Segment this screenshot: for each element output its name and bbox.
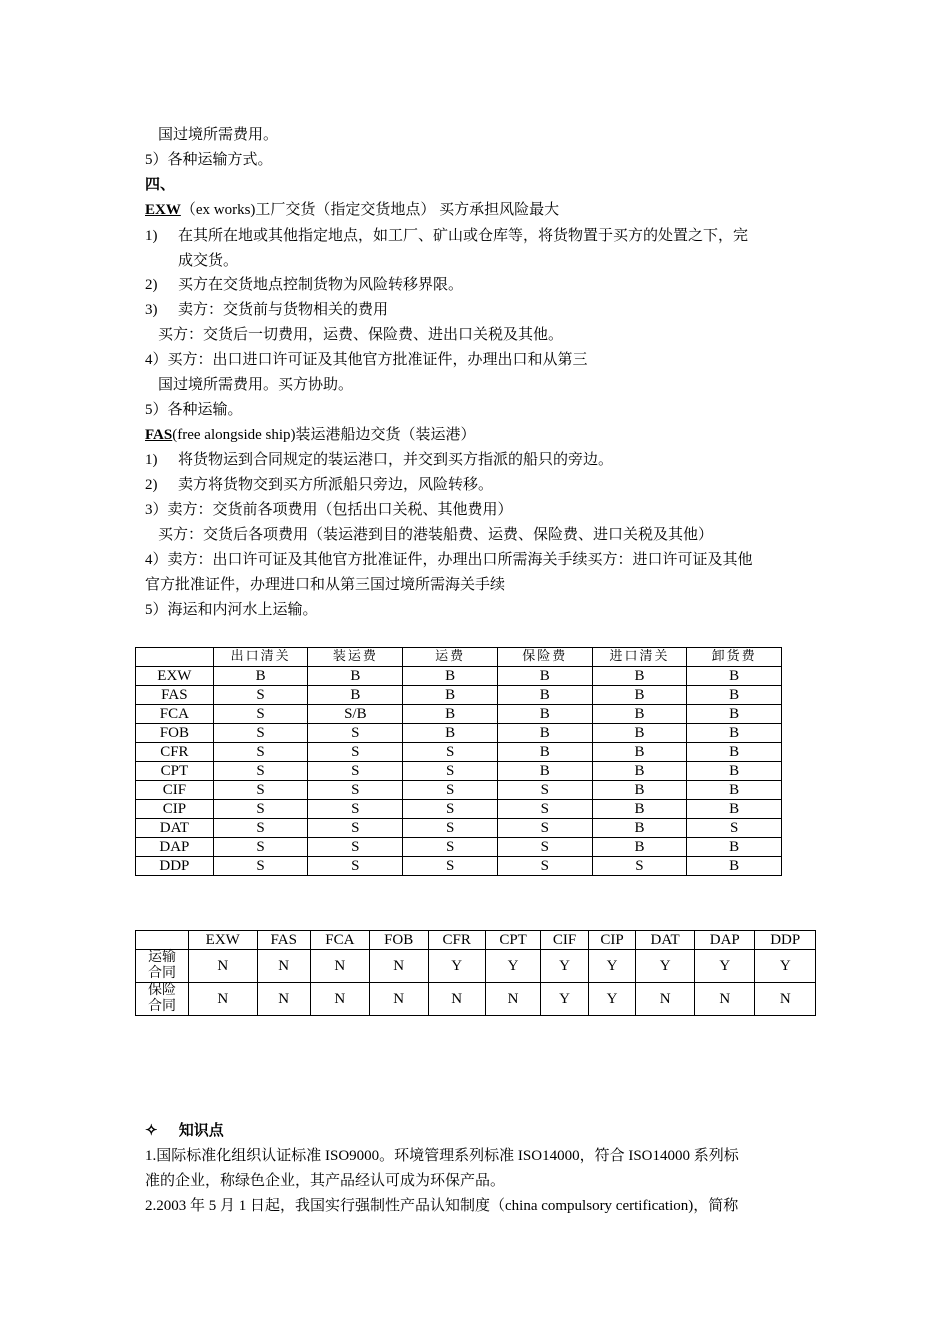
row-header-cell: CIF xyxy=(136,781,214,800)
table-cell: B xyxy=(308,686,403,705)
table-cell: Y xyxy=(485,950,541,983)
text-line: 官方批准证件，办理进口和从第三国过境所需海关手续 xyxy=(145,577,506,593)
text-line: 买方：交货后一切费用，运费、保险费、进出口关税及其他。 xyxy=(158,327,564,343)
table-cell: N xyxy=(369,950,428,983)
list-text: 将货物运到合同规定的装运港口，并交到买方指派的船只的旁边。 xyxy=(178,452,614,468)
list-item xyxy=(145,450,613,470)
list-text: 卖方：交货前与货物相关的费用 xyxy=(178,302,389,318)
row-header-cell xyxy=(136,950,189,983)
table-cell: B xyxy=(592,724,687,743)
list-text: 卖方将货物交到买方所派船只旁边，风险转移。 xyxy=(178,477,494,493)
table-cell: B xyxy=(592,762,687,781)
knowledge-title: 知识点 xyxy=(178,1123,224,1139)
exw-heading xyxy=(145,200,559,220)
table-cell: S xyxy=(592,857,687,876)
header-cell: FAS xyxy=(257,931,310,950)
table-cell: N xyxy=(310,983,369,1016)
table-cell: S xyxy=(403,800,498,819)
table-row xyxy=(136,762,782,781)
table-cell: B xyxy=(592,800,687,819)
table-cell: N xyxy=(189,950,258,983)
table-cell: S xyxy=(403,781,498,800)
contract-table xyxy=(135,930,816,1016)
header-cell: EXW xyxy=(189,931,258,950)
table-row xyxy=(136,819,782,838)
header-cell: 装运费 xyxy=(308,648,403,667)
list-item xyxy=(145,475,493,495)
table-cell: B xyxy=(687,743,782,762)
table-cell: S xyxy=(308,762,403,781)
table-cell: S xyxy=(497,819,592,838)
text-line: 5）各种运输。 xyxy=(145,402,243,418)
list-text: 在其所在地或其他指定地点，如工厂、矿山或仓库等，将货物置于买方的处置之下，完 xyxy=(178,228,749,244)
header-cell xyxy=(136,648,214,667)
row-label-line: 合同 xyxy=(148,966,176,981)
row-label-line: 保险 xyxy=(148,983,176,998)
table-row xyxy=(136,667,782,686)
table-row xyxy=(136,686,782,705)
table-cell: S xyxy=(308,857,403,876)
row-header-cell: EXW xyxy=(136,667,214,686)
text-line: 买方：交货后各项费用（装运港到目的港装船费、运费、保险费、进口关税及其他） xyxy=(158,527,714,543)
fas-heading xyxy=(145,425,476,445)
header-cell: 卸货费 xyxy=(687,648,782,667)
text-line: 5）各种运输方式。 xyxy=(145,152,273,168)
table-cell: N xyxy=(695,983,755,1016)
header-cell: FOB xyxy=(369,931,428,950)
row-header-cell: DAP xyxy=(136,838,214,857)
header-cell: 保险费 xyxy=(497,648,592,667)
table-cell: S xyxy=(213,838,308,857)
table-cell: N xyxy=(428,983,485,1016)
table-cell: B xyxy=(403,705,498,724)
list-number: 3) xyxy=(145,302,158,318)
row-label-line: 运输 xyxy=(148,950,176,965)
table-cell: N xyxy=(257,983,310,1016)
table-cell: B xyxy=(592,781,687,800)
text-line: 4）买方：出口进口许可证及其他官方批准证件，办理出口和从第三 xyxy=(145,352,588,368)
table-cell: S xyxy=(213,781,308,800)
text-line: 国过境所需费用。买方协助。 xyxy=(158,377,354,393)
table-cell: B xyxy=(592,819,687,838)
table-cell: N xyxy=(636,983,695,1016)
table-cell: N xyxy=(369,983,428,1016)
table-cell: Y xyxy=(755,950,816,983)
table-cell: S xyxy=(403,857,498,876)
table-cell: B xyxy=(592,686,687,705)
table-cell: B xyxy=(687,724,782,743)
table-cell: S xyxy=(308,800,403,819)
table-cell: S xyxy=(308,743,403,762)
table-cell: B xyxy=(497,724,592,743)
text-line: 4）卖方：出口许可证及其他官方批准证件，办理出口所需海关手续买方：进口许可证及其他 xyxy=(145,552,753,568)
table-row xyxy=(136,950,816,983)
table-cell: B xyxy=(687,762,782,781)
table-cell: B xyxy=(592,705,687,724)
table-cell: S xyxy=(308,724,403,743)
text-line: 5）海运和内河水上运输。 xyxy=(145,602,318,618)
table-cell: S xyxy=(213,800,308,819)
cost-responsibility-table xyxy=(135,647,782,876)
table-cell: S xyxy=(213,724,308,743)
header-cell: CIF xyxy=(541,931,588,950)
table-cell: B xyxy=(497,686,592,705)
table-row xyxy=(136,724,782,743)
header-cell: 运费 xyxy=(403,648,498,667)
text-line: 3）卖方：交货前各项费用（包括出口关税、其他费用） xyxy=(145,502,513,518)
table-cell: B xyxy=(403,686,498,705)
table-row xyxy=(136,838,782,857)
table-cell: Y xyxy=(428,950,485,983)
table-cell: S xyxy=(403,762,498,781)
table-cell: N xyxy=(257,950,310,983)
table-cell: B xyxy=(687,800,782,819)
table-cell: B xyxy=(592,743,687,762)
table-cell: N xyxy=(485,983,541,1016)
table-cell: N xyxy=(755,983,816,1016)
table-cell: B xyxy=(687,838,782,857)
table-cell: B xyxy=(497,743,592,762)
header-cell: 出口清关 xyxy=(213,648,308,667)
table-cell: Y xyxy=(541,950,588,983)
table-cell: S xyxy=(308,819,403,838)
table-row xyxy=(136,857,782,876)
table-row xyxy=(136,983,816,1016)
term-exw: EXW xyxy=(145,202,181,218)
table-cell: B xyxy=(308,667,403,686)
table-cell: B xyxy=(687,686,782,705)
table-cell: S xyxy=(213,686,308,705)
table-cell: S xyxy=(308,781,403,800)
section-heading: 四、 xyxy=(145,177,176,193)
heading-rest: (free alongside ship)装运港船边交货（装运港） xyxy=(172,427,476,443)
header-cell: CPT xyxy=(485,931,541,950)
row-header-cell: DDP xyxy=(136,857,214,876)
table-row xyxy=(136,705,782,724)
header-cell: DDP xyxy=(755,931,816,950)
header-cell: 进口清关 xyxy=(592,648,687,667)
text-line: 国过境所需费用。 xyxy=(158,127,279,143)
row-header-cell: FAS xyxy=(136,686,214,705)
text-line: 1.国际标准化组织认证标准 ISO9000。环境管理系列标准 ISO14000，符合 ISO14000 系列标 xyxy=(145,1148,739,1164)
list-item xyxy=(145,275,463,295)
table-header-row xyxy=(136,931,816,950)
table-cell: B xyxy=(592,667,687,686)
table-cell: B xyxy=(403,724,498,743)
table-cell: S xyxy=(213,762,308,781)
table-cell: Y xyxy=(588,983,635,1016)
list-item xyxy=(145,300,388,320)
list-number: 1) xyxy=(145,228,158,244)
table-cell: S xyxy=(497,838,592,857)
row-header-cell xyxy=(136,983,189,1016)
row-header-cell: CFR xyxy=(136,743,214,762)
table-row xyxy=(136,781,782,800)
table-cell: N xyxy=(310,950,369,983)
list-item xyxy=(145,226,748,246)
list-number: 1) xyxy=(145,452,158,468)
term-fas: FAS xyxy=(145,427,173,443)
heading-rest: （ex works)工厂交货（指定交货地点） 买方承担风险最大 xyxy=(180,202,560,218)
table-cell: S xyxy=(687,819,782,838)
table-cell: S xyxy=(403,743,498,762)
list-text: 买方在交货地点控制货物为风险转移界限。 xyxy=(178,277,464,293)
table-cell: B xyxy=(687,667,782,686)
table-row xyxy=(136,800,782,819)
table-cell: B xyxy=(497,762,592,781)
table-cell: S xyxy=(497,800,592,819)
table-cell: S xyxy=(213,819,308,838)
header-cell: CIP xyxy=(588,931,635,950)
table-cell: B xyxy=(592,838,687,857)
table-cell: B xyxy=(403,667,498,686)
table-header-row xyxy=(136,648,782,667)
header-cell: DAT xyxy=(636,931,695,950)
table-cell: S/B xyxy=(308,705,403,724)
text-line: 2.2003 年 5 月 1 日起，我国实行强制性产品认知制度（china compulsory certification)，简称 xyxy=(145,1198,739,1214)
table-cell: S xyxy=(213,857,308,876)
header-cell: DAP xyxy=(695,931,755,950)
table-cell: B xyxy=(213,667,308,686)
header-cell: CFR xyxy=(428,931,485,950)
header-cell xyxy=(136,931,189,950)
header-cell: FCA xyxy=(310,931,369,950)
table-cell: Y xyxy=(636,950,695,983)
row-header-cell: CIP xyxy=(136,800,214,819)
table-cell: B xyxy=(497,705,592,724)
diamond-icon: ✧ xyxy=(145,1123,158,1139)
table-cell: Y xyxy=(541,983,588,1016)
table-cell: S xyxy=(403,819,498,838)
table-cell: S xyxy=(213,743,308,762)
table-cell: B xyxy=(687,857,782,876)
table-row xyxy=(136,743,782,762)
row-label-line: 合同 xyxy=(148,999,176,1014)
table-cell: B xyxy=(497,667,592,686)
table-cell: Y xyxy=(588,950,635,983)
table-cell: B xyxy=(687,781,782,800)
row-header-cell: CPT xyxy=(136,762,214,781)
table-cell: S xyxy=(403,838,498,857)
row-header-cell: FCA xyxy=(136,705,214,724)
row-header-cell: DAT xyxy=(136,819,214,838)
knowledge-heading xyxy=(145,1121,224,1141)
table-cell: S xyxy=(308,838,403,857)
row-header-cell: FOB xyxy=(136,724,214,743)
table-cell: Y xyxy=(695,950,755,983)
list-number: 2) xyxy=(145,477,158,493)
table-cell: N xyxy=(189,983,258,1016)
list-number: 2) xyxy=(145,277,158,293)
table-cell: S xyxy=(213,705,308,724)
text-line: 准的企业，称绿色企业，其产品经认可成为环保产品。 xyxy=(145,1173,506,1189)
table-cell: S xyxy=(497,781,592,800)
list-text-cont: 成交货。 xyxy=(178,253,239,269)
table-cell: B xyxy=(687,705,782,724)
table-cell: S xyxy=(497,857,592,876)
